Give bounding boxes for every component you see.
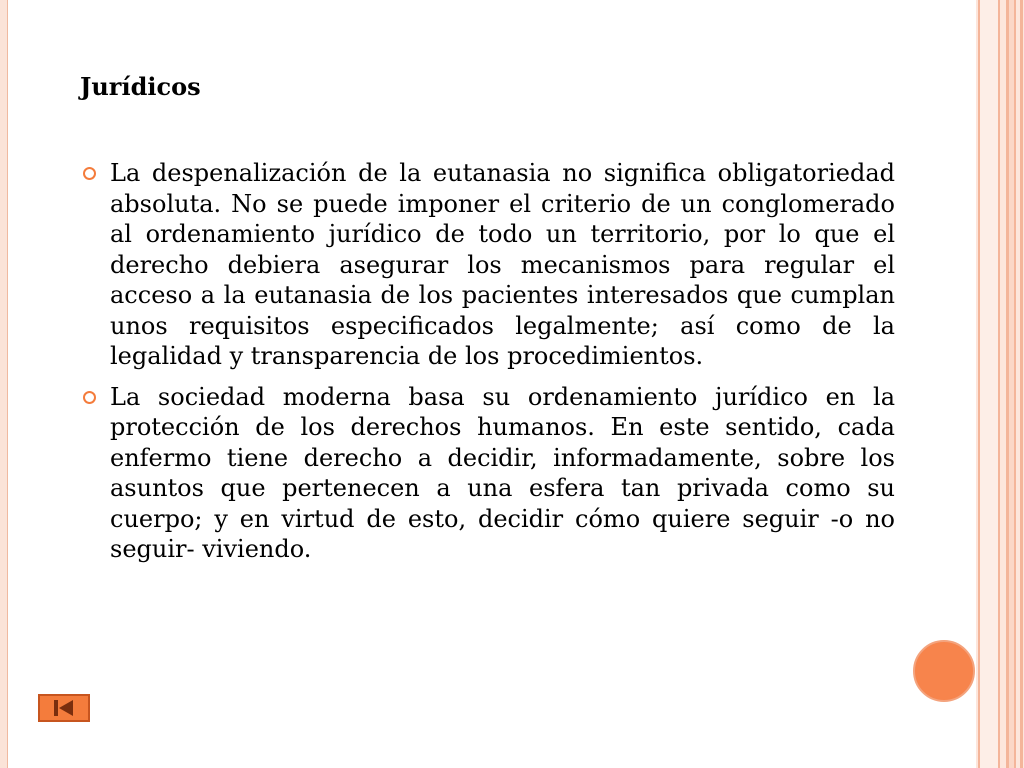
stripe-fill-a xyxy=(980,0,998,768)
stripe-4 xyxy=(1014,0,1016,768)
skip-back-icon xyxy=(40,696,88,720)
stripe-3 xyxy=(1006,0,1009,768)
bullet-text: La despenalización de la eutanasia no significa obligatoriedad absoluta. No se puede imponer el criterio de un conglomerado al ordenamiento jurídico de todo un territorio, por lo que el derecho debiera asegurar los mecanismos para regular el acceso a la eutanasia de los pacientes interesados que cumplan unos requisitos especificados legalmente; así como de la legalidad y transparencia de los procedimientos. xyxy=(110,159,895,370)
stripe-1 xyxy=(978,0,980,768)
stripe-5 xyxy=(1020,0,1023,768)
bullet-item xyxy=(80,158,895,372)
hollow-circle-icon xyxy=(83,167,96,180)
slide-title: Jurídicos xyxy=(80,72,201,101)
right-stripes-decoration xyxy=(976,0,1024,768)
stripe-2 xyxy=(998,0,1000,768)
orange-circle-decoration xyxy=(913,640,975,702)
bullet-item xyxy=(80,382,895,565)
left-border-decoration xyxy=(0,0,8,768)
bullet-list xyxy=(80,158,895,575)
skip-back-button[interactable] xyxy=(38,694,90,722)
bullet-text: La sociedad moderna basa su ordenamiento jurídico en la protección de los derechos humanos. En este sentido, cada enfermo tiene derecho a decidir, informadamente, sobre los asuntos que pertenecen a una esfera tan privada como su cuerpo; y en virtud de esto, decidir cómo quiere seguir -o no seguir- viviendo. xyxy=(110,382,895,563)
hollow-circle-icon xyxy=(83,391,96,404)
